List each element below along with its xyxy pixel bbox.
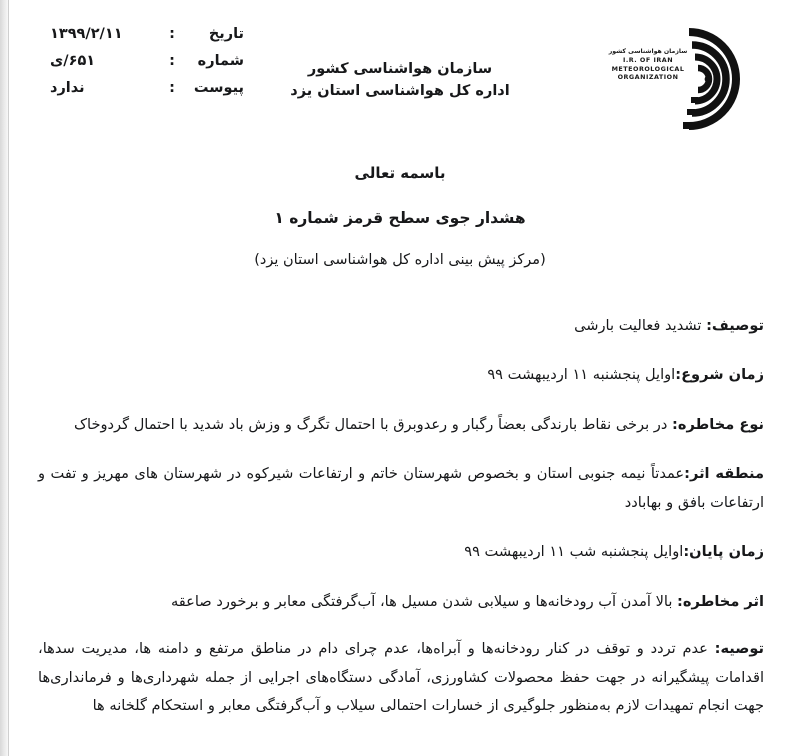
attachment-colon: : [169,80,175,96]
section-start-time [38,361,764,389]
start-time-text: اوایل پنجشنبه ۱۱ اردیبهشت ۹۹ [487,366,676,384]
number-value: ۶۵۱/ی [50,53,96,69]
end-time-text: اوایل پنجشنبه شب ۱۱ اردیبهشت ۹۹ [464,543,684,561]
page-title: هشدار جوی سطح قرمز شماره ۱ [274,209,526,227]
description-text: تشدید فعالیت بارشی [574,317,707,334]
section-description [38,312,764,340]
attachment-value: ندارد [50,80,85,96]
start-time-label: زمان شروع: [675,366,764,384]
logo-core [705,76,712,83]
affected-region-text: عمدتاً نیمه جنوبی استان و بخصوص شهرستان خاتم و ارتفاعات شیرکوه در شهرستان های مهریز و تفت و ارتفاعات بافق و بهابادد [38,465,764,511]
section-hazard-type [38,411,764,439]
irimo-logo [597,26,762,131]
document-header [30,0,770,120]
section-end-time [38,538,764,566]
logo-line-2: METEOROLOGICAL [611,64,685,73]
title-block [30,164,770,268]
logo-line-1: I.R. OF IRAN [622,56,674,65]
number-colon: : [169,53,175,69]
document-body [30,312,770,721]
section-recommendation [38,635,764,720]
date-value: ۱۳۹۹/۲/۱۱ [50,26,123,42]
date-label: تاریخ [208,26,244,42]
hazard-type-text: در برخی نقاط بارندگی بعضاً رگبار و رعدوبرق با احتمال تگرگ و وزش باد شدید با احتمال گردوخاک [73,415,672,433]
basmala-text: باسمه تعالی [354,164,446,182]
affected-region-label: منطقه اثر: [684,465,764,483]
metadata-row-date [44,26,244,53]
recommendation-label: توصیه: [714,640,764,658]
end-time-label: زمان پایان: [683,543,764,561]
section-hazard-impact [38,588,764,616]
hazard-type-label: نوع مخاطره: [672,415,764,433]
organization-name: سازمان هواشناسی کشور [307,61,493,77]
issuing-center: (مرکز پیش بینی اداره کل هواشناسی استان یزد) [254,252,546,268]
section-affected-region [38,460,764,517]
attachment-label: پیوست [193,80,244,96]
logo-persian-text: سازمان هواشناسی کشور [608,48,688,55]
organization-branch: اداره کل هواشناسی استان یزد [290,83,510,100]
description-label: توصیف: [706,317,764,334]
date-colon: : [169,26,175,42]
recommendation-text: عدم تردد و توقف در کنار رودخانه‌ها و آبراه‌ها، عدم چرای دام در مناطق مرتفع و دامنه ها، مدیریت سدها، اقدامات پیشگیرانه در جهت حفظ محصولات کشاورزی، آمادگی دستگاه‌های اجرایی از جمله شهرداری‌ها و فرمانداری‌ها جهت انجام تمهیدات لازم به‌منظور جلوگیری از خسارات احتمالی سیلاب و آب‌گرفتگی معابر و استحکام گلخانه ها [38,640,764,715]
number-label: شماره [197,53,244,69]
hazard-impact-text: بالا آمدن آب رودخانه‌ها و سیلابی شدن مسیل ها، آب‌گرفتگی معابر و برخورد صاعقه [170,592,678,610]
hazard-impact-label: اثر مخاطره: [677,592,764,610]
logo-line-3: ORGANIZATION [617,73,679,82]
